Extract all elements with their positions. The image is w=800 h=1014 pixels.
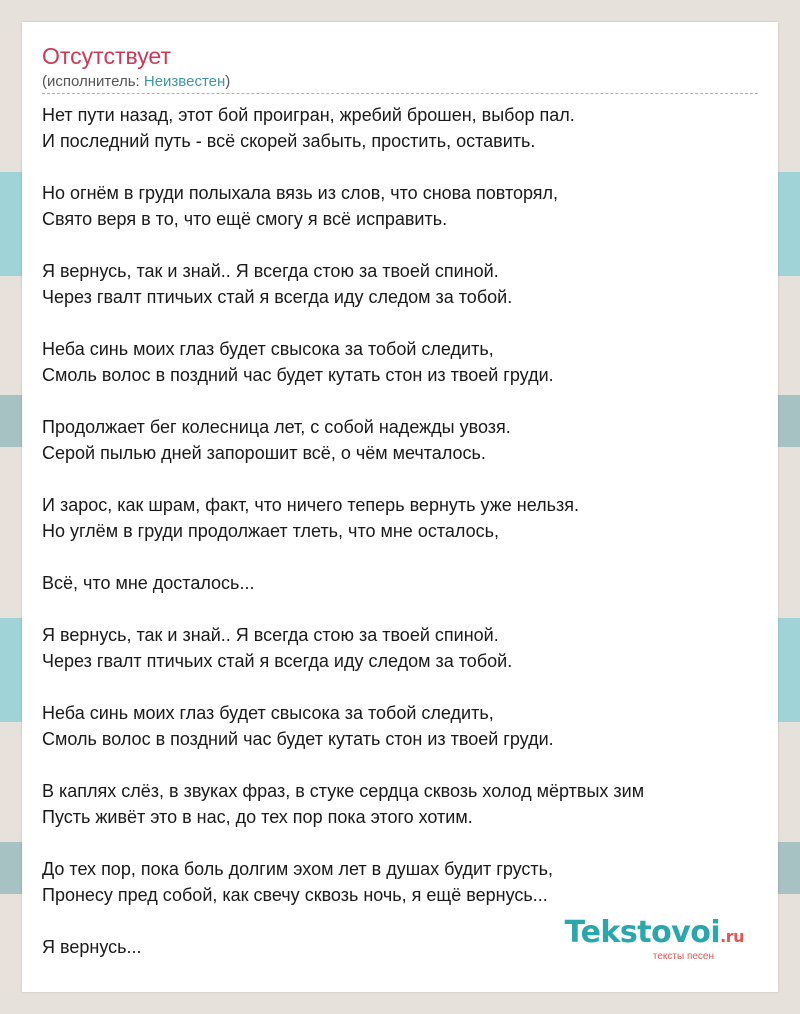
lyric-line: И последний путь - всё скорей забыть, простить, оставить. xyxy=(42,131,536,151)
logo-tld: .ru xyxy=(720,927,744,946)
lyric-line: До тех пор, пока боль долгим эхом лет в душах будит грусть, xyxy=(42,859,554,879)
lyric-line: Смоль волос в поздний час будет кутать стон из твоей груди. xyxy=(42,729,554,749)
stanza-break xyxy=(42,310,758,336)
logo-wordmark xyxy=(565,917,744,953)
lyric-line: Через гвалт птичьих стай я всегда иду следом за тобой. xyxy=(42,651,513,671)
stanza-break xyxy=(42,544,758,570)
lyric-line: В каплях слёз, в звуках фраз, в стуке сердца сквозь холод мёртвых зим xyxy=(42,781,645,801)
lyric-line: Неба синь моих глаз будет свысока за тобой следить, xyxy=(42,339,494,359)
artist-link[interactable]: Неизвестен xyxy=(143,73,226,90)
lyric-line: Через гвалт птичьих стай я всегда иду следом за тобой. xyxy=(42,287,513,307)
song-title: Отсутствует xyxy=(42,43,171,69)
lyric-line: Пронесу пред собой, как свечу сквозь ночь, я ещё вернусь... xyxy=(42,885,548,905)
lyric-line: Но огнём в груди полыхала вязь из слов, что снова повторял, xyxy=(42,183,559,203)
stanza-break xyxy=(42,752,758,778)
lyrics-card xyxy=(22,22,778,992)
lyric-line: Но углём в груди продолжает тлеть, что мне осталось, xyxy=(42,521,499,541)
stanza-break xyxy=(42,596,758,622)
divider xyxy=(42,93,758,94)
stanza-break xyxy=(42,466,758,492)
logo-main-text: Tekstovoi xyxy=(564,915,721,950)
lyric-line: Неба синь моих глаз будет свысока за тобой следить, xyxy=(42,703,494,723)
lyric-line: Серой пылью дней запорошит всё, о чём мечталось. xyxy=(42,443,486,463)
site-logo[interactable] xyxy=(565,917,744,962)
stanza-break xyxy=(42,232,758,258)
artist-label-close: ) xyxy=(225,73,231,90)
lyric-line: Продолжает бег колесница лет, с собой надежды увозя. xyxy=(42,417,511,437)
lyric-line: Всё, что мне досталось... xyxy=(42,573,255,593)
stanza-break xyxy=(42,830,758,856)
artist-line xyxy=(42,72,230,92)
lyric-line: Смоль волос в поздний час будет кутать стон из твоей груди. xyxy=(42,365,554,385)
lyric-line: Я вернусь... xyxy=(42,937,142,957)
lyric-line: Нет пути назад, этот бой проигран, жребий брошен, выбор пал. xyxy=(42,105,575,125)
lyrics-text xyxy=(42,102,758,960)
lyric-line: И зарос, как шрам, факт, что ничего теперь вернуть уже нельзя. xyxy=(42,495,580,515)
stanza-break xyxy=(42,674,758,700)
lyric-line: Я вернусь, так и знай.. Я всегда стою за твоей спиной. xyxy=(42,261,499,281)
stanza-break xyxy=(42,388,758,414)
lyric-line: Пусть живёт это в нас, до тех пор пока этого хотим. xyxy=(42,807,473,827)
lyric-line: Я вернусь, так и знай.. Я всегда стою за твоей спиной. xyxy=(42,625,499,645)
lyric-line: Свято веря в то, что ещё смогу я всё исправить. xyxy=(42,209,448,229)
logo-subtitle: тексты песен xyxy=(652,951,714,962)
artist-label: (исполнитель: xyxy=(42,73,144,90)
stanza-break xyxy=(42,154,758,180)
